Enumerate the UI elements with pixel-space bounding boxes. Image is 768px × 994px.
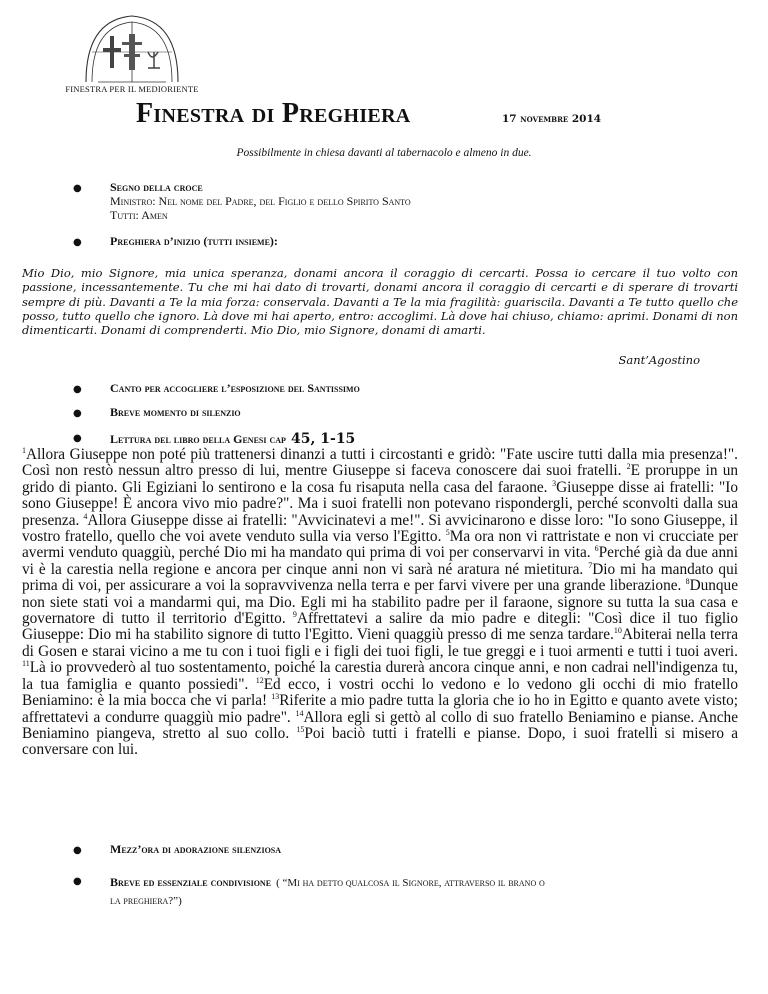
bullet-icon: ● bbox=[73, 384, 82, 395]
verse-number: 1 bbox=[22, 445, 26, 455]
verse-number: 7 bbox=[588, 560, 593, 570]
section-heading: Preghiera d’inizio (tutti insieme): bbox=[110, 234, 278, 248]
reading-reference: 45, 1-15 bbox=[291, 431, 356, 447]
section-heading: Canto per accogliere l’esposizione del Santissimo bbox=[110, 381, 360, 395]
verse-text: Allora Giuseppe non poté più trattenersi dinanzi a tutti i circostanti e gridò: "Fate uscire tutti dalla mia presenza!". Così non restò nessun altro presso di lui, mentre Giuseppe si faceva conoscere dai suoi fratelli. bbox=[22, 446, 738, 480]
verse-text: Perché già da due anni vi è la carestia nella regione e ancora per cinque anni non vi sarà né aratura né mietitura. bbox=[22, 544, 738, 578]
verse-text: Dio mi ha mandato qui prima di voi, per assicurare a voi la sopravvivenza nella terra e per farvi vivere per una grande liberazione. bbox=[22, 560, 738, 595]
page-title: Finestra di Preghiera bbox=[136, 98, 411, 129]
subtitle: Possibilmente in chiesa davanti al tabernacolo e almeno in due. bbox=[236, 147, 532, 159]
verse-text: Abiterai nella terra di Gosen e starai vicino a me tu con i tuoi figli e i figli dei tuoi figli, le tue greggi e i tuoi armenti e tutti i tuoi averi. bbox=[22, 626, 738, 660]
verse-number: 8 bbox=[685, 577, 690, 587]
verse-text: Ed ecco, i vostri occhi lo vedono e lo vedono gli occhi di mio fratello Beniamino: è la mia bocca che vi parla! bbox=[22, 675, 738, 710]
section-note: la preghiera?”) bbox=[110, 895, 182, 907]
reading-text bbox=[22, 447, 738, 759]
verse-number: 2 bbox=[626, 462, 631, 472]
verse-text: Affrettatevi a salire da mio padre e ditegli: "Così dice il tuo figlio Giuseppe: Dio mi ha stabilito signore di tutto l'Egitto. Vieni quaggiù presso di me senza tardare. bbox=[22, 610, 738, 644]
verse-number: 11 bbox=[22, 659, 30, 669]
section-segno bbox=[110, 180, 411, 222]
verse-number: 5 bbox=[445, 527, 450, 537]
verse-number: 4 bbox=[83, 511, 88, 521]
verse-text: Poi baciò tutti i fratelli e pianse. Dopo, i suoi fratelli si misero a conversare con lui. bbox=[22, 724, 738, 759]
section-heading: Breve momento di silenzio bbox=[110, 405, 241, 419]
verse-text: E proruppe in un grido di pianto. Gli Egiziani lo sentirono e la cosa fu risaputa nella casa del faraone. bbox=[22, 462, 738, 496]
section-note: ( “Mi ha detto qualcosa il Signore, attraverso il brano o bbox=[276, 877, 545, 889]
verse-number: 3 bbox=[552, 478, 557, 488]
verse-text: Giuseppe disse ai fratelli: "Io sono Giuseppe! È ancora vivo mio padre?". Ma i suoi fratelli non potevano rispondergli, perché sconvolti dalla sua presenza. bbox=[22, 478, 738, 529]
title-date: 17 novembre 2014 bbox=[502, 113, 602, 125]
verse-number: 9 bbox=[292, 609, 297, 619]
verse-text: Allora Giuseppe disse ai fratelli: "Avvicinatevi a me!". Si avvicinarono e disse loro: "Io sono Giuseppe, il vostro fratello, quello che voi avete venduto sulla via verso l'Egitto. bbox=[22, 511, 738, 546]
prayer-author: Sant’Agostino bbox=[618, 353, 700, 367]
bullet-icon: ● bbox=[73, 876, 82, 887]
verse-number: 13 bbox=[271, 692, 280, 701]
bullet-icon: ● bbox=[73, 433, 82, 444]
verse-number: 14 bbox=[295, 708, 304, 718]
logo bbox=[52, 12, 212, 96]
verse-text: Dunque non siete stati voi a mandarmi qui, ma Dio. Egli mi ha stabilito padre per il faraone, signore su tutta la sua casa e governatore di tutto il territorio d'Egitto. bbox=[22, 577, 738, 628]
verse-number: 12 bbox=[255, 675, 264, 685]
section-lettura bbox=[110, 428, 355, 447]
verse-text: Riferite a mio padre tutta la gloria che io ho in Egitto e quanto avete visto; affrettatevi a condurre quaggiù mio padre". bbox=[22, 692, 738, 726]
bullet-icon: ● bbox=[73, 237, 82, 248]
window-cross-emblem-icon bbox=[80, 12, 184, 84]
section-heading: Mezz’ora di adorazione silenziosa bbox=[110, 842, 282, 856]
logo-caption: FINESTRA PER IL MEDIORIENTE bbox=[65, 84, 199, 94]
verse-text: Allora egli si gettò al collo di suo fratello Beniamino e pianse. Anche Beniamino piangeva, stretto al suo collo. bbox=[22, 708, 738, 742]
verse-number: 15 bbox=[296, 724, 305, 734]
section-heading: Segno della croce bbox=[110, 180, 203, 194]
verse-number: 6 bbox=[594, 544, 599, 554]
prayer-text: Mio Dio, mio Signore, mia unica speranza, donami ancora il coraggio di cercarti. Possa io cercare il tuo volto con passione, incessantemente. Tu che mi hai dato di trovarti, donami ancora il coraggio di cercarti e di sperare di trovarti sempre di più. Davanti a Te la mia forza: conservala. Davanti a Te la mia fragilità: guariscila. Davanti a Te tutto quello che posso, tutto quello che ignoro. Là dove mi hai aperto, entro: accoglimi. Là dove hai chiuso, chiamo: aprimi. Donami di non dimenticarti. Donami di comprenderti. Mio Dio, mio Signore, donami di amarti. bbox=[22, 266, 738, 338]
section-condivisione bbox=[110, 873, 710, 909]
verse-text: Là io provvederò al tuo sostentamento, poiché la carestia durerà ancora cinque anni, e non cadrai nell'indigenza tu, la tua famiglia e quanto possiedi". bbox=[22, 659, 738, 693]
verse-text: Ma ora non vi rattristate e non vi crucciate per avermi venduto quaggiù, perché Dio mi ha mandato qui prima di voi per conservarvi in vita. bbox=[22, 528, 738, 562]
bullet-icon: ● bbox=[73, 408, 82, 419]
bullet-icon: ● bbox=[73, 845, 82, 856]
section-heading: Breve ed essenziale condivisione bbox=[110, 875, 272, 889]
section-line: Tutti: Amen bbox=[110, 208, 168, 222]
verse-number: 10 bbox=[613, 626, 622, 636]
bullet-icon: ● bbox=[73, 183, 82, 194]
section-line: Ministro: Nel nome del Padre, del Figlio e dello Spirito Santo bbox=[110, 194, 411, 208]
section-heading: Lettura del libro della Genesi cap bbox=[110, 432, 286, 446]
